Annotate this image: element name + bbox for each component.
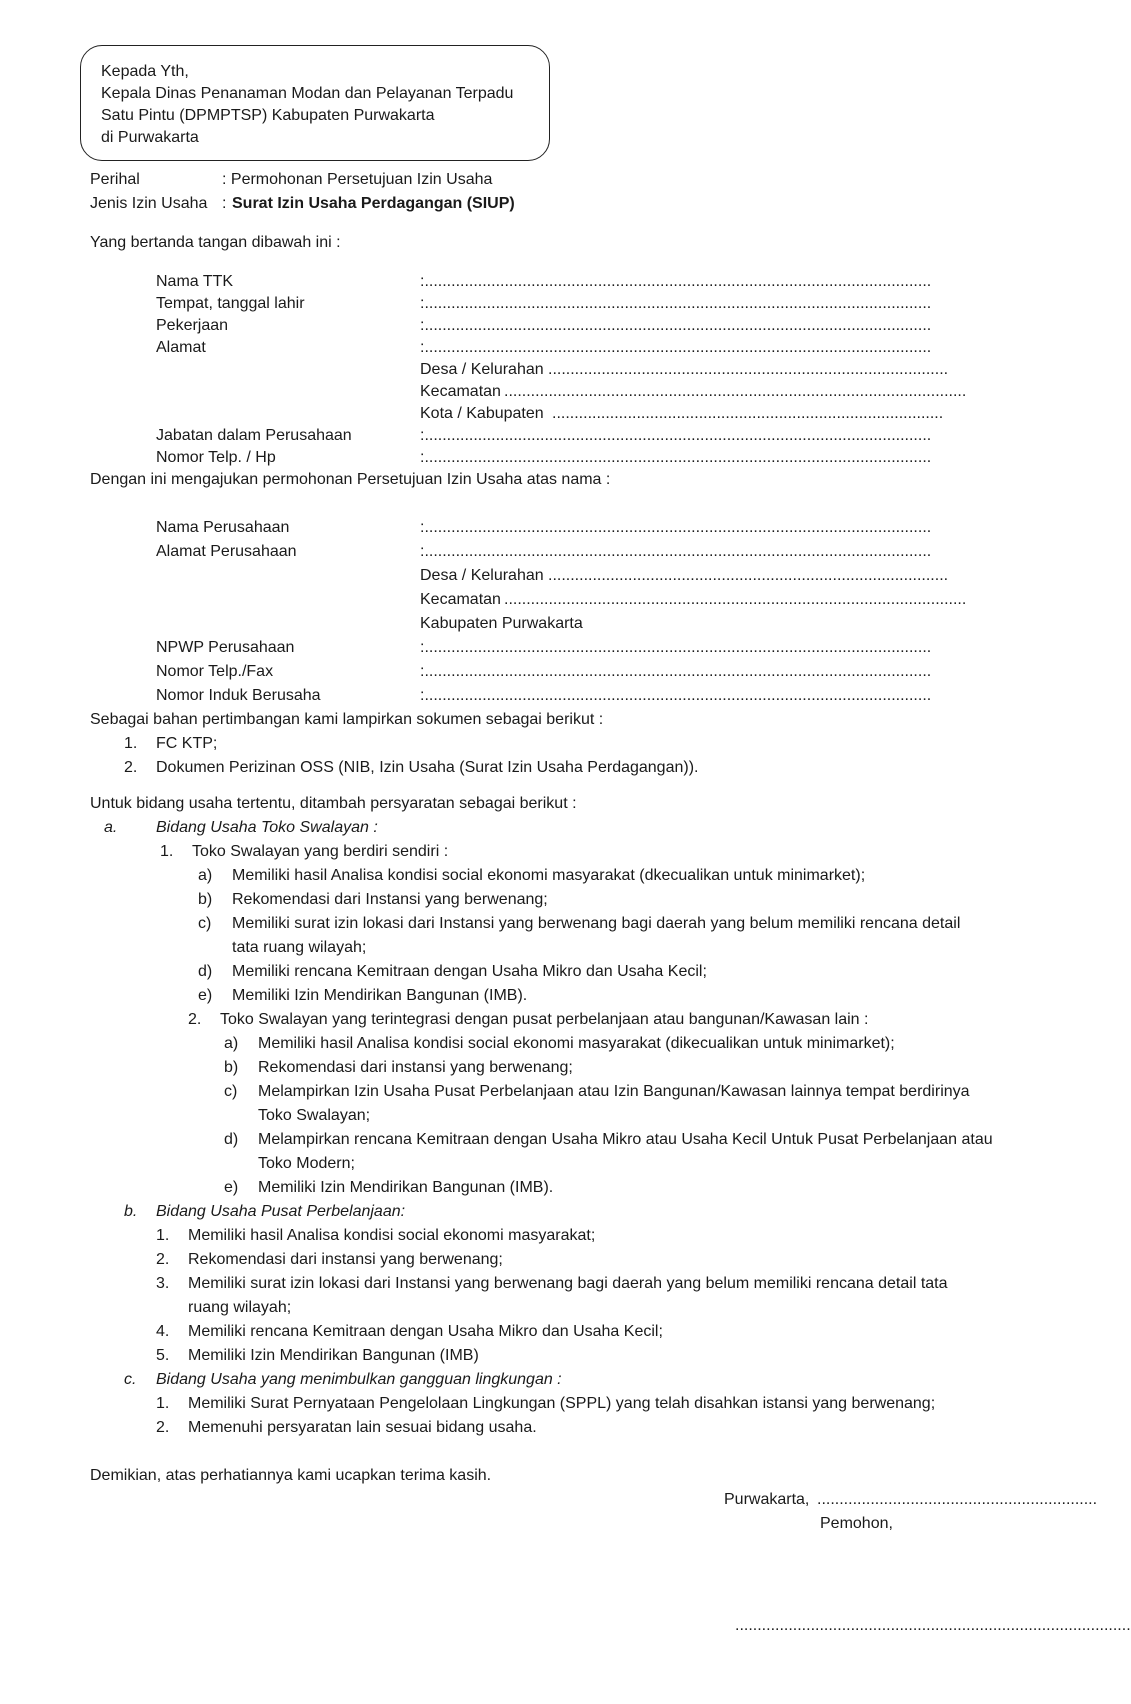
label-alamat-perusahaan: Alamat Perusahaan: [156, 543, 297, 560]
attachment-item-1: FC KTP;: [156, 735, 218, 752]
section-c-letter: c.: [124, 1371, 137, 1388]
label-ttl: Tempat, tanggal lahir: [156, 295, 305, 312]
section-b-letter: b.: [124, 1203, 138, 1220]
b-item-2-num: 2.: [156, 1251, 170, 1268]
a1-item-a-label: a): [198, 867, 213, 884]
section-a-sub1-title: Toko Swalayan yang berdiri sendiri :: [192, 843, 449, 860]
a2-item-c-label: c): [224, 1083, 238, 1100]
section-c-title: Bidang Usaha yang menimbulkan gangguan lingkungan :: [156, 1371, 562, 1388]
field-company-desa[interactable]: ..........................................................................................: [548, 567, 949, 584]
a1-item-b-text: Rekomendasi dari Instansi yang berwenang;: [232, 891, 548, 908]
label-company-telp: Nomor Telp./Fax: [156, 663, 274, 680]
a2-item-d-text: Melampirkan rencana Kemitraan dengan Usaha Mikro atau Usaha Kecil Untuk Pusat Perbelanjaan atau: [258, 1131, 993, 1148]
b-item-4-num: 4.: [156, 1323, 170, 1340]
label-nib: Nomor Induk Berusaha: [156, 687, 321, 704]
field-nama-perusahaan[interactable]: :..................................................................................................................: [420, 519, 932, 536]
extra-intro: Untuk bidang usaha tertentu, ditambah persyaratan sebagai berikut :: [90, 795, 577, 812]
recipient-title: Kepala Dinas Penanaman Modan dan Pelayanan Terpadu: [101, 85, 514, 102]
a2-item-a-label: a): [224, 1035, 239, 1052]
label-kecamatan: Kecamatan: [420, 383, 501, 400]
c-item-1-num: 1.: [156, 1395, 170, 1412]
a1-item-d-label: d): [198, 963, 213, 980]
label-pekerjaan: Pekerjaan: [156, 317, 229, 334]
label-company-kabupaten: Kabupaten Purwakarta: [420, 615, 583, 632]
a1-item-e-text: Memiliki Izin Mendirikan Bangunan (IMB).: [232, 987, 528, 1004]
b-item-1-text: Memiliki hasil Analisa kondisi social ekonomi masyarakat;: [188, 1227, 596, 1244]
section-a-sub1-num: 1.: [160, 843, 174, 860]
field-company-telp[interactable]: :..................................................................................................................: [420, 663, 932, 680]
b-item-5-text: Memiliki Izin Mendirikan Bangunan (IMB): [188, 1347, 479, 1364]
field-npwp[interactable]: :..................................................................................................................: [420, 639, 932, 656]
a2-item-b-label: b): [224, 1059, 239, 1076]
b-item-2-text: Rekomendasi dari instansi yang berwenang;: [188, 1251, 503, 1268]
label-nama-ttk: Nama TTK: [156, 273, 234, 290]
field-ttl[interactable]: :..................................................................................................................: [420, 295, 932, 312]
a1-item-d-text: Memiliki rencana Kemitraan dengan Usaha Mikro dan Usaha Kecil;: [232, 963, 707, 980]
label-desa: Desa / Kelurahan: [420, 361, 544, 378]
perihal-label: Perihal: [90, 171, 140, 188]
closing-text: Demikian, atas perhatiannya kami ucapkan terima kasih.: [90, 1467, 492, 1484]
attachment-num-2: 2.: [124, 759, 138, 776]
section-a-sub2-num: 2.: [188, 1011, 202, 1028]
field-jabatan[interactable]: :..................................................................................................................: [420, 427, 932, 444]
jenis-value: Surat Izin Usaha Perdagangan (SIUP): [232, 195, 515, 212]
signature-place: Purwakarta,: [724, 1491, 810, 1508]
a2-item-d-text-cont: Toko Modern;: [258, 1155, 355, 1172]
recipient-greeting: Kepada Yth,: [101, 63, 189, 80]
a1-item-e-label: e): [198, 987, 213, 1004]
field-nama-ttk[interactable]: :..................................................................................................................: [420, 273, 932, 290]
field-kecamatan[interactable]: ........................................................................................................: [504, 383, 967, 400]
recipient-location: di Purwakarta: [101, 129, 199, 146]
jenis-colon: :: [222, 195, 227, 212]
a2-item-b-text: Rekomendasi dari instansi yang berwenang;: [258, 1059, 573, 1076]
intro-text: Yang bertanda tangan dibawah ini :: [90, 234, 341, 251]
recipient-office: Satu Pintu (DPMPTSP) Kabupaten Purwakarta: [101, 107, 435, 124]
signature-name-field[interactable]: .........................................................................................: [735, 1617, 1131, 1634]
label-jabatan: Jabatan dalam Perusahaan: [156, 427, 352, 444]
a1-item-c-label: c): [198, 915, 212, 932]
request-line: Dengan ini mengajukan permohonan Persetujuan Izin Usaha atas nama :: [90, 471, 611, 488]
recipient-box: [80, 45, 550, 161]
section-b-title: Bidang Usaha Pusat Perbelanjaan:: [156, 1203, 406, 1220]
section-a-letter: a.: [104, 819, 118, 836]
a2-item-e-label: e): [224, 1179, 239, 1196]
signature-role: Pemohon,: [820, 1515, 893, 1532]
label-nama-perusahaan: Nama Perusahaan: [156, 519, 290, 536]
label-kota: Kota / Kabupaten: [420, 405, 544, 422]
field-desa[interactable]: ..........................................................................................: [548, 361, 949, 378]
b-item-1-num: 1.: [156, 1227, 170, 1244]
label-company-desa: Desa / Kelurahan: [420, 567, 544, 584]
label-alamat: Alamat: [156, 339, 206, 356]
a2-item-c-text-cont: Toko Swalayan;: [258, 1107, 371, 1124]
a1-item-c-text: Memiliki surat izin lokasi dari Instansi yang berwenang bagi daerah yang belum memiliki rencana detail: [232, 915, 961, 932]
b-item-3-text: Memiliki surat izin lokasi dari Instansi yang berwenang bagi daerah yang belum memiliki rencana detail tata: [188, 1275, 948, 1292]
c-item-2-text: Memenuhi persyaratan lain sesuai bidang usaha.: [188, 1419, 537, 1436]
field-alamat[interactable]: :..................................................................................................................: [420, 339, 932, 356]
a2-item-d-label: d): [224, 1131, 239, 1148]
c-item-2-num: 2.: [156, 1419, 170, 1436]
a2-item-e-text: Memiliki Izin Mendirikan Bangunan (IMB).: [258, 1179, 554, 1196]
label-company-kecamatan: Kecamatan: [420, 591, 501, 608]
a2-item-c-text: Melampirkan Izin Usaha Pusat Perbelanjaan atau Izin Bangunan/Kawasan lainnya tempat berdirinya: [258, 1083, 970, 1100]
c-item-1-text: Memiliki Surat Pernyataan Pengelolaan Lingkungan (SPPL) yang telah disahkan istansi yang berwenang;: [188, 1395, 936, 1412]
a2-item-a-text: Memiliki hasil Analisa kondisi social ekonomi masyarakat (dikecualikan untuk minimarket);: [258, 1035, 895, 1052]
b-item-5-num: 5.: [156, 1347, 170, 1364]
field-company-kecamatan[interactable]: ........................................................................................................: [504, 591, 967, 608]
label-telp: Nomor Telp. / Hp: [156, 449, 276, 466]
field-nib[interactable]: :..................................................................................................................: [420, 687, 932, 704]
label-npwp: NPWP Perusahaan: [156, 639, 295, 656]
section-a-sub2-title: Toko Swalayan yang terintegrasi dengan pusat perbelanjaan atau bangunan/Kawasan lain :: [220, 1011, 869, 1028]
attachments-intro: Sebagai bahan pertimbangan kami lampirkan sokumen sebagai berikut :: [90, 711, 604, 728]
attachment-num-1: 1.: [124, 735, 138, 752]
field-pekerjaan[interactable]: :..................................................................................................................: [420, 317, 932, 334]
perihal-value: : Permohonan Persetujuan Izin Usaha: [222, 171, 493, 188]
jenis-label: Jenis Izin Usaha: [90, 195, 208, 212]
field-telp[interactable]: :..................................................................................................................: [420, 449, 932, 466]
a1-item-a-text: Memiliki hasil Analisa kondisi social ekonomi masyarakat (dkecualikan untuk minimarket);: [232, 867, 866, 884]
field-alamat-perusahaan[interactable]: :..................................................................................................................: [420, 543, 932, 560]
attachment-item-2: Dokumen Perizinan OSS (NIB, Izin Usaha (Surat Izin Usaha Perdagangan)).: [156, 759, 699, 776]
a1-item-c-text-cont: tata ruang wilayah;: [232, 939, 367, 956]
b-item-3-text-cont: ruang wilayah;: [188, 1299, 292, 1316]
signature-date-field[interactable]: ...............................................................: [817, 1491, 1098, 1508]
b-item-4-text: Memiliki rencana Kemitraan dengan Usaha Mikro dan Usaha Kecil;: [188, 1323, 663, 1340]
field-kota[interactable]: ........................................................................................: [552, 405, 944, 422]
a1-item-b-label: b): [198, 891, 213, 908]
section-a-title: Bidang Usaha Toko Swalayan :: [156, 819, 378, 836]
b-item-3-num: 3.: [156, 1275, 170, 1292]
